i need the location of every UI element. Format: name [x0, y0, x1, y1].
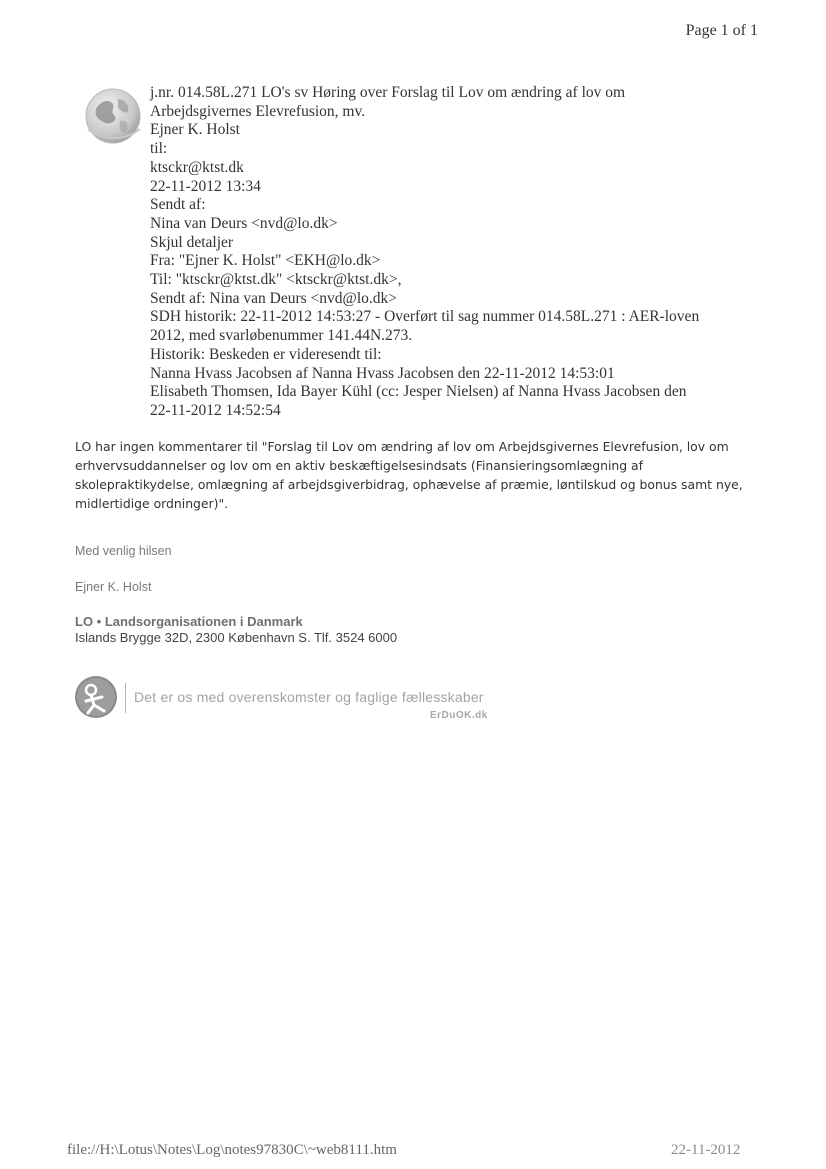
lo-logo-icon — [74, 675, 118, 719]
body-line-3: skolepraktikydelse, omlægning af arbejdsgiverbidrag, ophævelse af præmie, løntilskud og bonus samt nye, — [75, 477, 743, 492]
sdh-history-line-1: SDH historik: 22-11-2012 14:53:27 - Overført til sag nummer 014.58L.271 : AER-loven — [150, 308, 700, 326]
body-line-2: erhvervsuddannelser og lov om en aktiv beskæftigelsesindsats (Finansieringsomlægning af — [75, 458, 643, 473]
tagline-website[interactable]: ErDuOK.dk — [430, 710, 488, 721]
email-subject-line-1: j.nr. 014.58L.271 LO's sv Høring over Forslag til Lov om ændring af lov om — [150, 84, 626, 101]
email-subject-line-2: Arbejdsgivernes Elevrefusion, mv. — [150, 102, 366, 120]
signature-greeting: Med venlig hilsen — [75, 544, 172, 558]
history-line-3: 22-11-2012 14:52:54 — [150, 401, 281, 419]
page-number: Page 1 of 1 — [685, 22, 758, 39]
body-line-4: midlertidige ordninger)". — [75, 496, 229, 511]
organization-address: Islands Brygge 32D, 2300 København S. Tlf. 3524 6000 — [75, 630, 398, 645]
from-full: Fra: "Ejner K. Holst" <EKH@lo.dk> — [150, 252, 381, 270]
to-label: til: — [150, 140, 168, 158]
footer-date: 22-11-2012 — [671, 1142, 741, 1158]
sent-by-label: Sendt af: — [150, 196, 206, 214]
history-line-2: Elisabeth Thomsen, Ida Bayer Kühl (cc: Jesper Nielsen) af Nanna Hvass Jacobsen den — [150, 383, 687, 401]
to-address: ktsckr@ktst.dk — [150, 158, 244, 176]
sent-by-full: Sendt af: Nina van Deurs <nvd@lo.dk> — [150, 289, 397, 307]
sdh-history-line-2: 2012, med svarløbenummer 141.44N.273. — [150, 327, 413, 345]
signature-name: Ejner K. Holst — [75, 580, 152, 594]
sent-datetime: 22-11-2012 13:34 — [150, 177, 261, 195]
sent-by: Nina van Deurs <nvd@lo.dk> — [150, 214, 338, 232]
history-line-1: Nanna Hvass Jacobsen af Nanna Hvass Jacobsen den 22-11-2012 14:53:01 — [150, 364, 615, 382]
history-label: Historik: Beskeden er videresendt til: — [150, 345, 382, 363]
footer-file-path: file://H:\Lotus\Notes\Log\notes97830C\~web8111.htm — [67, 1142, 397, 1158]
sender-name: Ejner K. Holst — [150, 121, 240, 139]
organization-name: LO • Landsorganisationen i Danmark — [75, 614, 303, 629]
hide-details-link[interactable]: Skjul detaljer — [150, 233, 234, 251]
email-body — [75, 437, 755, 513]
globe-icon — [82, 85, 144, 147]
email-metadata — [150, 84, 770, 421]
to-full: Til: "ktsckr@ktst.dk" <ktsckr@ktst.dk>, — [150, 271, 402, 289]
tagline-text: Det er os med overenskomster og faglige fællesskaber — [134, 689, 484, 705]
tagline-divider — [125, 683, 126, 713]
body-line-1: LO har ingen kommentarer til "Forslag til Lov om ændring af lov om Arbejdsgivernes Elevrefusion, lov om — [75, 439, 729, 454]
